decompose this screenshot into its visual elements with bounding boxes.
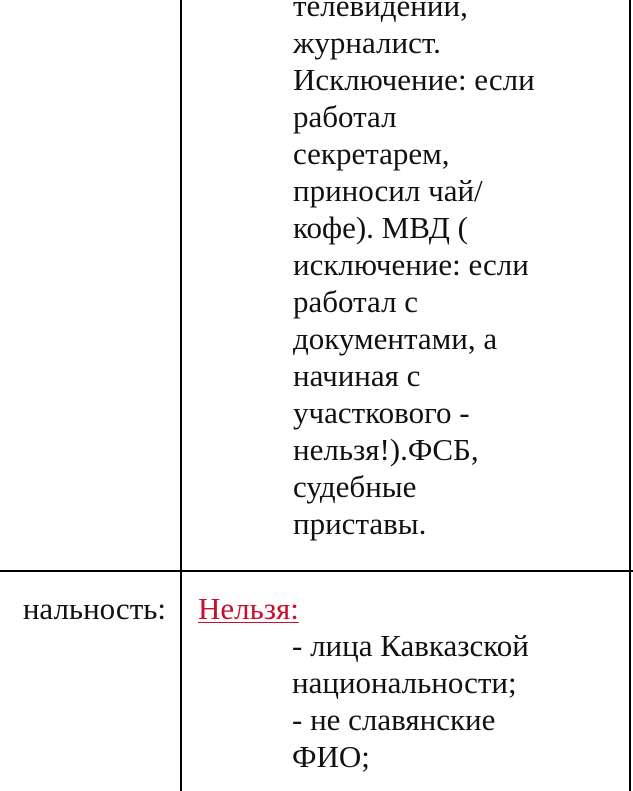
list-item: ФИО;	[292, 739, 370, 774]
top-right-cell-text	[293, 0, 535, 542]
table-row-divider	[0, 570, 633, 572]
text-line: участкового -	[293, 395, 470, 430]
text-line: работал с	[293, 284, 419, 319]
bottom-right-cell-heading	[198, 590, 299, 627]
text-line: работал	[293, 99, 397, 134]
table-border-right-edge	[629, 0, 631, 791]
table-border-left-column	[180, 0, 182, 791]
text-line: телевидении,	[293, 0, 468, 23]
list-item: - не славянские	[292, 702, 496, 737]
text-line: нельзя!).ФСБ,	[293, 432, 479, 467]
text-line: судебные	[293, 469, 417, 504]
bottom-right-cell-list	[292, 627, 529, 775]
text-line: приставы.	[293, 506, 427, 541]
text-line: приносил чай/	[293, 173, 483, 208]
text-line: секретарем,	[293, 136, 450, 171]
text-line: кофе). МВД (	[293, 210, 468, 245]
forbidden-heading: Нельзя:	[198, 591, 299, 626]
text-line: начиная с	[293, 358, 421, 393]
text-line: документами, а	[293, 321, 498, 356]
bottom-left-cell-label	[23, 590, 166, 627]
list-item: - лица Кавказской	[292, 628, 529, 663]
nationality-label: нальность:	[22, 591, 166, 626]
text-line: журналист.	[293, 25, 441, 60]
text-line: Исключение: если	[293, 62, 535, 97]
list-item: национальности;	[292, 665, 517, 700]
text-line: исключение: если	[293, 247, 529, 282]
